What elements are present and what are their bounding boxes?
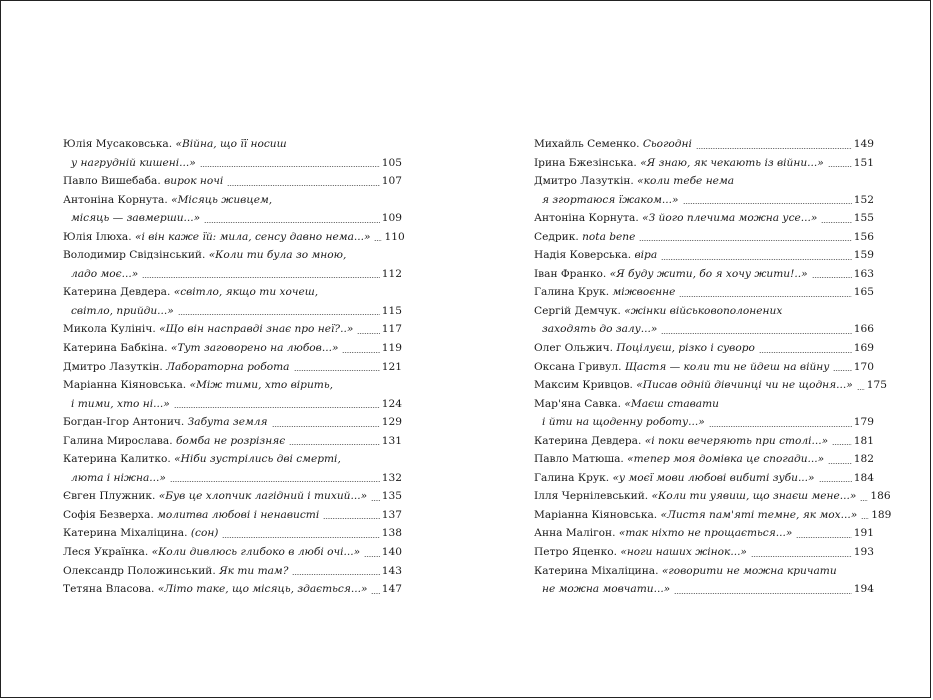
toc-entry bbox=[534, 395, 874, 432]
entry-title: і йти на щоденну роботу...» bbox=[542, 416, 705, 429]
toc-entry bbox=[534, 339, 874, 358]
entry-title: «Я знаю, як чекають із війни...» bbox=[640, 156, 824, 169]
toc-entry bbox=[63, 191, 402, 228]
entry-author: Володимир Свідзінський. bbox=[63, 249, 206, 262]
entry-page-number: 107 bbox=[381, 175, 402, 188]
toc-entry-line bbox=[63, 209, 402, 228]
entry-title: «Коли ти уявиш, що знаєш мене...» bbox=[651, 490, 857, 503]
toc-entry-line bbox=[534, 209, 874, 228]
entry-page-number: 117 bbox=[381, 323, 402, 336]
entry-page-number: 175 bbox=[866, 379, 887, 392]
entry-page-number: 163 bbox=[853, 267, 874, 280]
entry-page-number: 184 bbox=[853, 471, 874, 484]
toc-entry bbox=[534, 562, 874, 599]
entry-author: Петро Яценко. bbox=[534, 546, 617, 559]
entry-author: Галина Крук. bbox=[534, 471, 610, 484]
entry-author: Надія Коверська. bbox=[534, 249, 632, 262]
entry-title: ладо моє...» bbox=[71, 267, 139, 280]
entry-title: «Писав одній дівчинці чи не щодня...» bbox=[636, 379, 853, 392]
entry-title: «у моєї мови любові вибиті зуби...» bbox=[612, 471, 815, 484]
toc-entry bbox=[63, 135, 402, 172]
entry-title: «Був це хлопчик лагідний і тихий...» bbox=[158, 490, 368, 503]
dot-leader bbox=[200, 166, 380, 167]
entry-page-number: 191 bbox=[853, 527, 874, 540]
dot-leader bbox=[272, 426, 380, 427]
toc-entry-line bbox=[63, 469, 402, 488]
dot-leader bbox=[289, 444, 380, 445]
toc-entry-line bbox=[534, 395, 874, 414]
toc-entry bbox=[534, 450, 874, 469]
toc-entry bbox=[63, 283, 402, 320]
entry-page-number: 110 bbox=[384, 230, 405, 243]
entry-author: Максим Кривцов. bbox=[534, 379, 633, 392]
dot-leader bbox=[796, 537, 851, 538]
entry-title: «і поки вечеряють при столі...» bbox=[644, 434, 829, 447]
toc-entry-line bbox=[534, 469, 874, 488]
entry-page-number: 193 bbox=[853, 546, 874, 559]
entry-author: Галина Крук. bbox=[534, 286, 610, 299]
entry-page-number: 181 bbox=[853, 434, 874, 447]
dot-leader bbox=[323, 518, 380, 519]
entry-title: люта і ніжна...» bbox=[71, 471, 166, 484]
dot-leader bbox=[759, 352, 852, 353]
toc-entry bbox=[63, 358, 402, 377]
dot-leader bbox=[178, 314, 380, 315]
entry-title: «так ніхто не прощається...» bbox=[618, 527, 793, 540]
entry-page-number: 170 bbox=[853, 360, 874, 373]
toc-entry bbox=[534, 432, 874, 451]
entry-page-number: 121 bbox=[381, 360, 402, 373]
toc-entry bbox=[63, 339, 402, 358]
toc-entry-line bbox=[63, 339, 402, 358]
toc-entry bbox=[63, 524, 402, 543]
entry-title: Лабораторна робота bbox=[166, 360, 290, 373]
dot-leader bbox=[857, 389, 865, 390]
entry-page-number: 140 bbox=[381, 546, 402, 559]
entry-title: «Війна, що її носиш bbox=[175, 138, 287, 150]
toc-entry bbox=[63, 450, 402, 487]
toc-entry-line bbox=[63, 395, 402, 414]
dot-leader bbox=[294, 370, 380, 371]
entry-author: Дмитро Лазуткін. bbox=[534, 175, 634, 188]
dot-leader bbox=[860, 500, 868, 501]
entry-title: «Літо таке, що місяць, здається...» bbox=[157, 583, 368, 596]
entry-page-number: 109 bbox=[381, 212, 402, 225]
entry-title: «жінки військовополонених bbox=[624, 304, 783, 317]
dot-leader bbox=[751, 556, 852, 557]
entry-title: «говорити не можна кричати bbox=[661, 564, 837, 577]
toc-entry bbox=[534, 302, 874, 339]
entry-author: Павло Матюша. bbox=[534, 453, 624, 466]
dot-leader bbox=[696, 148, 852, 149]
toc-entry-line bbox=[534, 283, 874, 302]
entry-author: Леся Українка. bbox=[63, 546, 149, 559]
entry-author: Катерина Калитко. bbox=[63, 453, 171, 466]
toc-entry-line bbox=[63, 506, 402, 525]
toc-entry bbox=[63, 246, 402, 283]
dot-leader bbox=[709, 426, 852, 427]
entry-title: світло, прийди...» bbox=[71, 304, 174, 317]
dot-leader bbox=[679, 296, 851, 297]
dot-leader bbox=[674, 593, 852, 594]
entry-author: Антоніна Корнута. bbox=[63, 193, 168, 206]
dot-leader bbox=[227, 185, 379, 186]
entry-title: Як ти там? bbox=[219, 564, 289, 577]
entry-page-number: 138 bbox=[381, 527, 402, 540]
toc-entry bbox=[534, 209, 874, 228]
entry-author: Іван Франко. bbox=[534, 267, 607, 280]
toc-entry-line bbox=[63, 487, 402, 506]
toc-entry-line bbox=[63, 358, 402, 377]
dot-leader bbox=[683, 203, 852, 204]
toc-entry bbox=[63, 413, 402, 432]
entry-author: Микола Кулініч. bbox=[63, 323, 156, 336]
entry-author: Тетяна Власова. bbox=[63, 583, 155, 596]
entry-author: Олег Ольжич. bbox=[534, 342, 613, 355]
toc-entry bbox=[63, 432, 402, 451]
toc-entry-line bbox=[63, 246, 402, 265]
toc-entry-line bbox=[63, 413, 402, 432]
entry-page-number: 112 bbox=[381, 267, 402, 280]
entry-title: «ноги наших жінок...» bbox=[620, 546, 747, 559]
entry-page-number: 137 bbox=[381, 508, 402, 521]
entry-title: Поцілуєш, різко і суворо bbox=[616, 342, 755, 355]
toc-entry-line bbox=[534, 376, 887, 395]
entry-title: вирок ночі bbox=[164, 175, 224, 188]
toc-entry bbox=[63, 562, 402, 581]
entry-title: молитва любові і ненависті bbox=[157, 508, 320, 521]
entry-page-number: 166 bbox=[853, 323, 874, 336]
toc-entry bbox=[534, 524, 874, 543]
entry-title: «Коли ти була зо мною, bbox=[208, 249, 347, 262]
entry-title: Сьогодні bbox=[642, 138, 692, 150]
entry-author: Катерина Бабкіна. bbox=[63, 342, 168, 355]
toc-entry bbox=[534, 358, 874, 377]
dot-leader bbox=[832, 444, 852, 445]
entry-author: Євген Плужник. bbox=[63, 490, 156, 503]
toc-entry bbox=[534, 154, 874, 173]
entry-page-number: 179 bbox=[853, 416, 874, 429]
dot-leader bbox=[364, 556, 380, 557]
toc-entry-line bbox=[534, 358, 874, 377]
dot-leader bbox=[661, 333, 851, 334]
entry-title: «Я буду жити, бо я хочу жити!..» bbox=[609, 267, 808, 280]
toc-entry-line bbox=[63, 302, 402, 321]
toc-entry-line bbox=[534, 265, 874, 284]
dot-leader bbox=[661, 259, 852, 260]
dot-leader bbox=[371, 593, 379, 594]
dot-leader bbox=[357, 333, 379, 334]
entry-page-number: 115 bbox=[381, 304, 402, 317]
toc-entry-line bbox=[63, 432, 402, 451]
entry-page-number: 119 bbox=[381, 342, 402, 355]
entry-page-number: 132 bbox=[381, 471, 402, 484]
toc-entry bbox=[63, 320, 402, 339]
dot-leader bbox=[204, 222, 380, 223]
dot-leader bbox=[828, 166, 852, 167]
toc-entry-line bbox=[63, 376, 402, 395]
toc-entry bbox=[534, 283, 874, 302]
toc-entry bbox=[534, 135, 874, 154]
entry-page-number: 156 bbox=[853, 230, 874, 243]
entry-author: Катерина Девдера. bbox=[63, 286, 171, 299]
toc-entry-line bbox=[534, 524, 874, 543]
entry-title: «Місяць живцем, bbox=[171, 193, 273, 206]
entry-page-number: 129 bbox=[381, 416, 402, 429]
dot-leader bbox=[639, 240, 851, 241]
toc-entry bbox=[63, 228, 405, 247]
entry-page-number: 147 bbox=[381, 583, 402, 596]
toc-entry-line bbox=[534, 172, 874, 191]
entry-author: Юлія Мусаковська. bbox=[63, 138, 173, 150]
dot-leader bbox=[371, 500, 380, 501]
toc-entry bbox=[63, 487, 402, 506]
toc-entry-line bbox=[534, 506, 892, 525]
dot-leader bbox=[828, 463, 852, 464]
entry-author: Павло Вишебаба. bbox=[63, 175, 161, 188]
entry-title: я згортаюся їжаком...» bbox=[542, 193, 679, 206]
toc-entry-line bbox=[534, 413, 874, 432]
entry-page-number: 105 bbox=[381, 156, 402, 169]
dot-leader bbox=[821, 222, 851, 223]
dot-leader bbox=[861, 518, 869, 519]
entry-author: Галина Мирослава. bbox=[63, 434, 173, 447]
entry-page-number: 186 bbox=[870, 490, 891, 503]
dot-leader bbox=[222, 537, 379, 538]
entry-title: заходять до залу...» bbox=[542, 323, 658, 336]
toc-entry-line bbox=[534, 320, 874, 339]
dot-leader bbox=[174, 407, 380, 408]
toc-entry-line bbox=[63, 543, 402, 562]
toc-entry-line bbox=[63, 172, 402, 191]
toc-entry-line bbox=[63, 580, 402, 599]
toc-entry bbox=[534, 506, 892, 525]
toc-entry bbox=[534, 172, 874, 209]
toc-entry-line bbox=[63, 450, 402, 469]
toc-entry-line bbox=[63, 135, 402, 154]
entry-title: Щастя — коли ти не йдеш на війну bbox=[624, 360, 830, 373]
toc-entry-line bbox=[534, 191, 874, 210]
toc-entry-line bbox=[534, 302, 874, 321]
toc-entry bbox=[63, 580, 402, 599]
entry-author: Юлія Ілюха. bbox=[63, 230, 132, 243]
entry-author: Сергій Демчук. bbox=[534, 304, 621, 317]
entry-page-number: 182 bbox=[853, 453, 874, 466]
entry-page-number: 152 bbox=[853, 193, 874, 206]
toc-entry-line bbox=[534, 543, 874, 562]
entry-title: не можна мовчати...» bbox=[542, 583, 671, 596]
entry-title: віра bbox=[634, 249, 658, 262]
entry-page-number: 165 bbox=[853, 286, 874, 299]
entry-page-number: 131 bbox=[381, 434, 402, 447]
entry-title: місяць — завмерши...» bbox=[71, 212, 201, 225]
entry-author: Мар'яна Савка. bbox=[534, 397, 621, 410]
toc-entry-line bbox=[63, 191, 402, 210]
entry-page-number: 143 bbox=[381, 564, 402, 577]
dot-leader bbox=[833, 370, 851, 371]
dot-leader bbox=[342, 352, 379, 353]
entry-author: Седрик. bbox=[534, 230, 579, 243]
entry-author: Оксана Гривул. bbox=[534, 360, 622, 373]
toc-entry-line bbox=[534, 580, 874, 599]
dot-leader bbox=[292, 574, 379, 575]
entry-title: «тепер моя домівка це спогади...» bbox=[627, 453, 825, 466]
toc-entry bbox=[63, 543, 402, 562]
entry-author: Михайль Семенко. bbox=[534, 138, 640, 150]
toc-entry bbox=[534, 228, 874, 247]
entry-title: Забута земля bbox=[187, 416, 268, 429]
entry-title: «Маєш ставати bbox=[624, 397, 719, 410]
toc-entry-line bbox=[534, 135, 874, 154]
toc-entry-line bbox=[534, 562, 874, 581]
entry-author: Софія Безверха. bbox=[63, 508, 154, 521]
entry-title: міжвоєнне bbox=[612, 286, 676, 299]
toc-entry-line bbox=[534, 432, 874, 451]
toc-entry bbox=[534, 265, 874, 284]
entry-title: «і він каже їй: мила, сенсу давно нема...» bbox=[134, 230, 371, 243]
entry-title: у нагрудній кишені...» bbox=[71, 156, 196, 169]
entry-page-number: 149 bbox=[853, 138, 874, 150]
toc-entry bbox=[534, 469, 874, 488]
toc-entry bbox=[534, 487, 891, 506]
entry-page-number: 135 bbox=[381, 490, 402, 503]
dot-leader bbox=[170, 481, 380, 482]
entry-title: «Тут заговорено на любов...» bbox=[170, 342, 339, 355]
entry-title: «Що він насправді знає про неї?..» bbox=[159, 323, 354, 336]
toc-entry-line bbox=[63, 154, 402, 173]
entry-page-number: 124 bbox=[381, 397, 402, 410]
toc-entry-line bbox=[63, 283, 402, 302]
entry-title: «коли тебе нема bbox=[637, 175, 735, 188]
entry-page-number: 189 bbox=[871, 508, 892, 521]
toc-entry-line bbox=[63, 562, 402, 581]
dot-leader bbox=[819, 481, 852, 482]
dot-leader bbox=[374, 240, 382, 241]
entry-author: Ірина Бжезінська. bbox=[534, 156, 637, 169]
toc-entry-line bbox=[63, 524, 402, 543]
toc-entry-line bbox=[534, 450, 874, 469]
entry-page-number: 155 bbox=[853, 212, 874, 225]
entry-author: Олександр Положинський. bbox=[63, 564, 216, 577]
entry-author: Катерина Девдера. bbox=[534, 434, 642, 447]
dot-leader bbox=[142, 277, 380, 278]
entry-author: Ілля Чернілевський. bbox=[534, 490, 649, 503]
entry-author: Богдан-Ігор Антонич. bbox=[63, 416, 185, 429]
entry-page-number: 194 bbox=[853, 583, 874, 596]
toc-entry-line bbox=[63, 320, 402, 339]
toc-entry bbox=[63, 506, 402, 525]
entry-title: «З його плечима можна усе...» bbox=[642, 212, 818, 225]
toc-entry-line bbox=[63, 228, 405, 247]
entry-page-number: 169 bbox=[853, 342, 874, 355]
toc-left-column bbox=[63, 135, 405, 599]
entry-title: «Ніби зустрілись дві смерті, bbox=[174, 453, 341, 466]
entry-title: і тими, хто ні...» bbox=[71, 397, 170, 410]
entry-author: Маріанна Кіяновська. bbox=[534, 508, 658, 521]
entry-title: «світло, якщо ти хочеш, bbox=[173, 286, 319, 299]
entry-author: Катерина Міхаліцина. bbox=[63, 527, 188, 540]
entry-title: «Коли дивлюсь глибоко в любі очі...» bbox=[151, 546, 361, 559]
entry-title: бомба не розрізняє bbox=[175, 434, 286, 447]
entry-page-number: 151 bbox=[853, 156, 874, 169]
toc-entry bbox=[534, 376, 887, 395]
entry-title: «Між тими, хто вірить, bbox=[189, 379, 333, 392]
entry-author: Антоніна Корнута. bbox=[534, 212, 639, 225]
toc-entry-line bbox=[534, 339, 874, 358]
toc-entry-line bbox=[534, 154, 874, 173]
entry-title: «Листя пам'яті темне, як мох...» bbox=[660, 508, 858, 521]
entry-author: Маріанна Кіяновська. bbox=[63, 379, 187, 392]
entry-author: Анна Малігон. bbox=[534, 527, 616, 540]
toc-entry-line bbox=[534, 228, 874, 247]
toc-entry-line bbox=[63, 265, 402, 284]
toc-entry bbox=[63, 376, 402, 413]
entry-title: (сон) bbox=[190, 527, 219, 540]
toc-entry bbox=[63, 172, 402, 191]
toc-entry-line bbox=[534, 487, 891, 506]
entry-author: Дмитро Лазуткін. bbox=[63, 360, 163, 373]
entry-page-number: 159 bbox=[853, 249, 874, 262]
toc-right-column bbox=[534, 135, 892, 599]
toc-entry-line bbox=[534, 246, 874, 265]
entry-author: Катерина Міхаліцина. bbox=[534, 564, 659, 577]
entry-title: nota bene bbox=[582, 230, 636, 243]
toc-entry bbox=[534, 543, 874, 562]
dot-leader bbox=[812, 277, 852, 278]
toc-entry bbox=[534, 246, 874, 265]
